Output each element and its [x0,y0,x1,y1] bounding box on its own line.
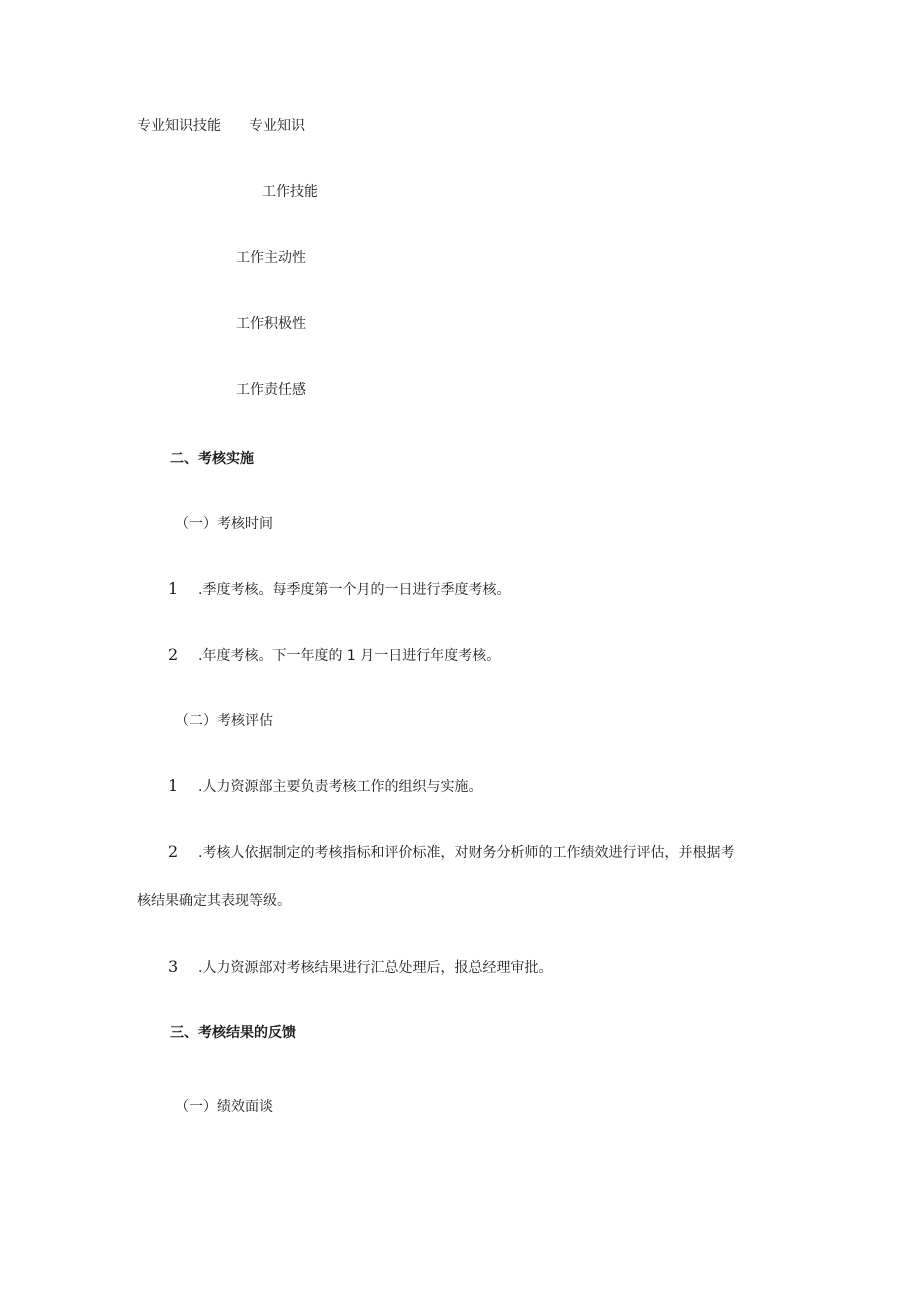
table-item-label: 专业知识 [249,118,305,134]
subsection-heading: （一）考核时间 [175,516,273,532]
section-heading: 二、考核实施 [170,451,254,467]
list-item-number: 1 [168,579,179,598]
list-item-number: 1 [168,776,179,795]
list-item-continuation: 核结果确定其表现等级。 [137,893,291,909]
list-item [168,843,734,862]
list-item [168,958,552,977]
table-category-label: 专业知识技能 [137,118,221,134]
table-item-label: 工作技能 [262,184,318,200]
list-item [168,580,510,599]
list-item-text: .季度考核。每季度第一个月的一日进行季度考核。 [198,582,511,598]
list-item-number: 2 [168,645,179,664]
list-item [168,777,482,796]
list-item-text: .人力资源部主要负责考核工作的组织与实施。 [198,779,483,795]
table-item-label: 工作责任感 [236,382,306,398]
table-item-label: 工作积极性 [236,316,306,332]
list-item-text: .年度考核。下一年度的 1 月一日进行年度考核。 [198,648,501,664]
table-item-label: 工作主动性 [236,250,306,266]
subsection-heading: （一）绩效面谈 [175,1099,273,1115]
list-item-number: 3 [168,957,179,976]
list-item-text: .考核人依据制定的考核指标和评价标准，对财务分析师的工作绩效进行评估，并根据考 [198,845,735,861]
list-item-number: 2 [168,842,179,861]
subsection-heading: （二）考核评估 [175,713,273,729]
section-heading: 三、考核结果的反馈 [170,1025,296,1041]
list-item [168,646,500,665]
list-item-text: .人力资源部对考核结果进行汇总处理后，报总经理审批。 [198,960,553,976]
